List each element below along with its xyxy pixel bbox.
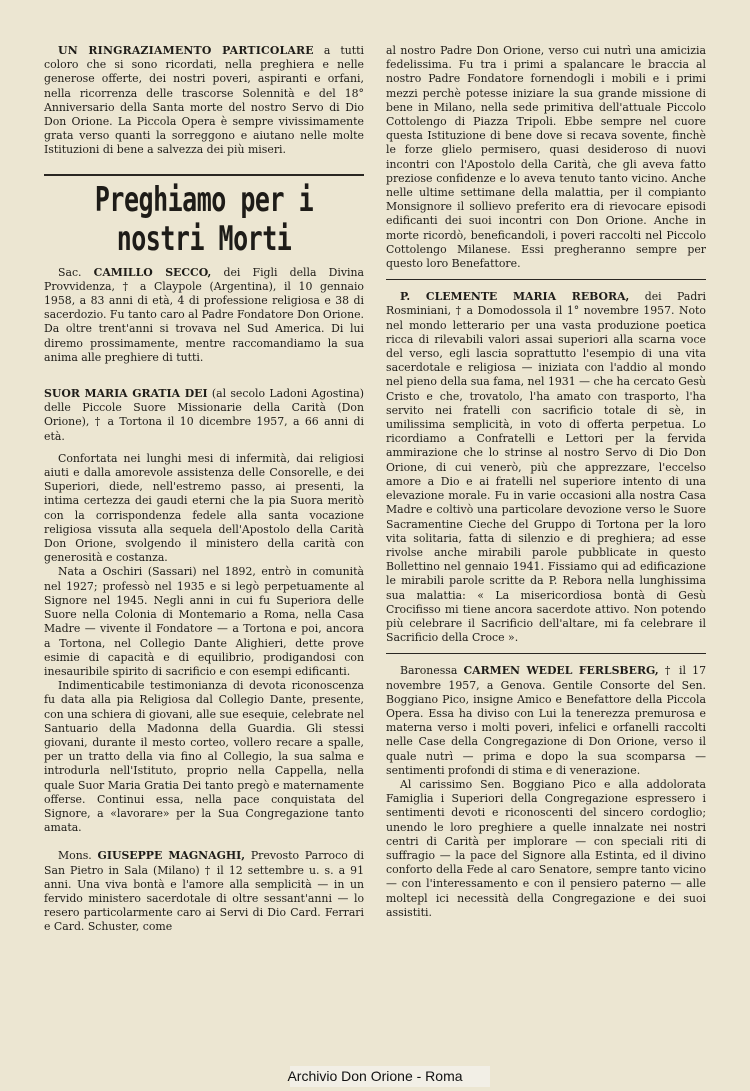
magnaghi-name: GIUSEPPE MAGNAGHI, bbox=[97, 849, 246, 863]
thanks-text: a tutti coloro che si sono ricordati, nella preghiera e nelle generose offerte, dei nostri poveri, aspiranti e orfani, nella ricorrenza delle trascorse Solennità e del 18° Anniversario della Santa morte del nostro Servo di Dio Don Orione. La Piccola Opera è sempre vivissimamente grata verso quanti la sorreggono e aiutano nelle molte Istituzioni di bene a salvezza dei più miseri. bbox=[44, 44, 365, 157]
thanks-paragraph bbox=[44, 44, 364, 158]
section-title: Preghiamo per i nostri Morti bbox=[94, 179, 314, 258]
wedel-p2: Al carissimo Sen. Boggiano Pico e alla addolorata Famiglia i Superiori della Congregazione espressero i sentimenti devoti e riconoscenti del sincero cordoglio; unendo le loro preghiere a quelle innalzate nei nostri centri di Carità per implorare — con speciali riti di suffragio — la pace del Signore alla Estinta, ed il divino conforto della Fede al caro Senatore, sempre tanto vicino — con l'interessamento e con il pensiero paterno — alle moltepl ici necessità della Congregazione e dei suoi assistiti. bbox=[386, 777, 706, 919]
column-divider-1 bbox=[386, 279, 706, 280]
entry-wedel bbox=[386, 664, 706, 778]
rebora-name: P. CLEMENTE MARIA REBORA, bbox=[400, 290, 630, 304]
secco-prefix: Sac. bbox=[58, 265, 94, 279]
wedel-name: CARMEN WEDEL FERLSBERG, bbox=[463, 664, 659, 678]
rebora-text: dei Padri Rosminiani, † a Domodossola il 1° novembre 1957. Noto nel mondo letterario per una vasta produzione poetica ricca di rilevabili valori assai superiori alla scarna voce del verso, egli lascia soprattutto l'esempio di una vita sacerdotale e religiosa — iniziata con l'addio al mondo nel pieno della sua fama, nel 1931 — che ha cercato Gesù Cristo e che, trovatolo, l'ha amato con trasporto, l'ha servito nei fratelli con sacrificio totale di sè, in umilissima semplicità, in voto di offerta perpetua. Lo ricordiamo a Confratelli e Lettori per la fervida ammirazione che lo strinse al nostro Servo di Dio Don Orione, di cui venerò, più che apprezzare, l'eccelso amore a Dio e ai fratelli nel superiore intento di una elevazione morale. Fu in varie occasioni alla nostra Casa Madre e coltivò una particolare devozione verso le Suore Sacramentine Cieche del Gruppo di Tortona per la loro vita solitaria, fatta di silenzio e di preghiera; ad esse rivolse anche mirabili parole pubblicate in questo Bollettino nel gennaio 1941. Fissiamo qui ad edificazione le mirabili parole scritte da P. Rebora nella lunghissima sua malattia: « La misericordiosa bontà di Gesù Crocifisso mi tiene ancora sacerdote attivo. Non potendo più celebrare il Sacrificio dell'altare, mi fa celebrare il Sacrificio della Croce ». bbox=[386, 290, 706, 645]
gratia-dei-text: (al secolo Ladoni Agostina) delle Piccole Suore Missionarie della Carità (Don Orione), † a Tortona il 10 dicembre 1957, a 66 anni di età. bbox=[44, 387, 364, 443]
secco-text: dei Figli della Divina Provvidenza, † a Claypole (Argentina), il 10 gennaio 1958, a 83 anni di età, 4 di professione religiosa e 38 di sacerdozio. Fu tanto caro al Padre Fondatore Don Orione. Da oltre trent'anni si trovava nel Sud America. Di lui diremo prossimamente, mentre raccomandiamo la sua anima alle preghiere di tutti. bbox=[44, 265, 364, 364]
gratia-dei-name: SUOR MARIA GRATIA DEI bbox=[44, 387, 208, 401]
magnaghi-continued: al nostro Padre Don Orione, verso cui nutrì una amicizia fedelissima. Fu tra i primi a spalancare le braccia al nostro Padre Fondatore fornendogli i mobili e i primi mezzi perchè potesse iniziare la sua grande missione di bene in Milano, nella sede primitiva dell'attuale Piccolo Cottolengo di Piazza Tripoli. Ebbe sempre nel cuore questa Istituzione di bene dove si recava sovente, finchè le forze glielo permisero, quasi desideroso di nuovi incontri con l'Apostolo della Carità, che gli aveva fatto preziose confidenze e lo aveva tenuto tanto vicino. Anche nelle ultime settimane della malattia, per il compianto Monsignore il sollievo preferito era di rievocare episodi edificanti dei suoi incontri con Don Orione. Anche in morte ricordò, beneficandoli, i poveri raccolti nel Piccolo Cottolengo Milanese. Essi pregheranno sempre per questo loro Benefattore. bbox=[386, 44, 706, 271]
entry-magnaghi bbox=[44, 849, 364, 934]
magnaghi-text: Prevosto Parroco di San Pietro in Sala (Milano) † il 12 settembre u. s. a 91 anni. Una viva bontà e l'amore alla semplicità — in un fervido ministero sacerdotale di oltre sessant'anni — lo resero particolarmente caro ai Servi di Dio Card. Ferrari e Card. Schuster, come bbox=[44, 849, 364, 934]
secco-name: CAMILLO SECCO, bbox=[93, 265, 212, 279]
wedel-text: † il 17 novembre 1957, a Genova. Gentile Consorte del Sen. Boggiano Pico, insigne Amico e Benefattore della Piccola Opera. Essa ha diviso con Lui la tenerezza premurosa e materna verso i molti poveri, infelici e orfanelli raccolti nelle Case della Congregazione di Don Orione, verso il quale nutrì — prima e dopo la sua scomparsa — sentimenti profondi di stima e di venerazione. bbox=[386, 664, 706, 777]
section-divider bbox=[44, 174, 364, 176]
entry-rebora bbox=[386, 290, 706, 645]
right-column bbox=[386, 44, 706, 920]
entry-gratia-dei bbox=[44, 387, 364, 444]
gratia-dei-p4: Indimenticabile testimonianza di devota riconoscenza fu data alla pia Religiosa dal Collegio Dante, presente, con una schiera di giovani, alle sue esequie, celebrate nel Santuario della Madonna della Guardia. Gli stessi giovani, durante il mesto corteo, vollero recare a spalle, per un tratto della via fino al Collegio, la sua salma e introdurla nell'Istituto, proprio nella Cappella, nella quale Suor Maria Gratia Dei tanto pregò e maternamente offerse. Continui essa, nella pace conquistata del Signore, a «lavorare» per la Sua Congregazione tanto amata. bbox=[44, 679, 364, 835]
left-column bbox=[44, 44, 364, 935]
gratia-dei-p2: Confortata nei lunghi mesi di infermità, dai religiosi aiuti e dalla amorevole assistenza delle Consorelle, e dei Superiori, diede, nell'estremo passo, ai presenti, la intima certezza dei gaudi eterni che la pia Suora meritò con la corrispondenza fedele alla santa vocazione religiosa vissuta alla sequela dell'Apostolo della Carità Don Orione, svolgendo il ministero della carità con generosità e costanza. bbox=[44, 451, 364, 565]
wedel-prefix: Baronessa bbox=[400, 664, 464, 678]
gratia-dei-p3: Nata a Oschiri (Sassari) nel 1892, entrò in comunità nel 1927; professò nel 1935 e si legò perpetuamente al Signore nel 1945. Negli anni in cui fu Superiora delle Suore nella Colonia di Montemario a Roma, nella Casa Madre — vivente il Fondatore — a Tortona e poi, ancora a Tortona, nel Collegio Dante Alighieri, dette prove esimie di capacità e di equilibrio, prodigandosi con inesauribile spirito di sacrificio e con esempi edificanti. bbox=[44, 565, 364, 678]
thanks-lead: UN RINGRAZIAMENTO PARTICOLARE bbox=[58, 44, 314, 57]
archive-footer: Archivio Don Orione - Roma bbox=[287, 1068, 463, 1084]
magnaghi-prefix: Mons. bbox=[58, 849, 98, 863]
column-divider-2 bbox=[386, 653, 706, 654]
entry-secco bbox=[44, 266, 364, 365]
